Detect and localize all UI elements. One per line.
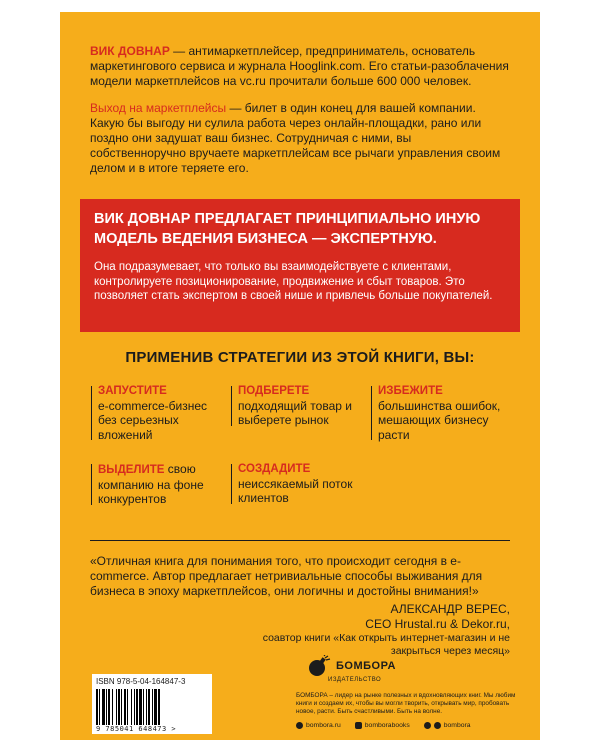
strategy-text: подходящий товар и выберете рынок [238, 398, 352, 427]
strategy-text: свою компанию на фоне конкурентов [98, 462, 204, 506]
marketplace-paragraph [90, 101, 510, 176]
strategy-tag: ЗАПУСТИТЕ [98, 385, 167, 397]
strategy-tag: ИЗБЕЖИТЕ [378, 385, 443, 397]
strategy-text: большинства ошибок, мешающих бизнесу расти [378, 398, 501, 442]
strategy-item [238, 462, 363, 506]
social-vk [355, 722, 410, 729]
strategy-text-inline [98, 462, 223, 507]
highlight-body: Она подразумевает, что только вы взаимодействуете с клиентами, контролируете позиционирование, продвижение и сбыт товаров. Это позволяет стать экспертом в своей нише и привлечь больше покупателей. [94, 261, 493, 302]
social-site-label: bombora.ru [306, 722, 341, 729]
publisher-social [296, 722, 526, 729]
book-back-cover [60, 12, 540, 740]
youtube-icon [434, 722, 441, 729]
barcode-bar [158, 689, 160, 725]
vk-icon [355, 722, 362, 729]
publisher-block [296, 655, 526, 729]
author-bio: — антимаркетплейсер, предприниматель, основатель маркетингового сервиса и журнала Hooglink.com. Его статьи-разоблачения модели маркетплейсов на vc.ru прочитали больше 600 000 человек. [90, 44, 509, 88]
highlight-box [80, 199, 520, 332]
intro-text [90, 44, 510, 188]
strategy-tag: СОЗДАДИТЕ [238, 463, 311, 475]
barcode [92, 674, 212, 734]
review-author-block [210, 602, 510, 658]
review-quote: «Отличная книга для понимания того, что происходит сегодня в e-commerce. Автор предлагает нетривиальные способы выживания для бизнеса в эпоху маркетплейсов, они логичны и достойны внимания!» [90, 554, 483, 598]
strategy-item [378, 384, 508, 442]
review-note: соавтор книги «Как открыть интернет-магазин и не закрыться через месяц» [262, 632, 510, 657]
social-telegram-label: bombora [443, 722, 471, 729]
social-vk-label: bomborabooks [364, 722, 410, 729]
strategy-item [98, 462, 223, 507]
strategy-item [238, 384, 363, 428]
barcode-bars [96, 687, 208, 725]
author-paragraph [90, 44, 510, 89]
highlight-lead: ВИК ДОВНАР ПРЕДЛАГАЕТ ПРИНЦИПИАЛЬНО ИНУЮ МОДЕЛЬ ВЕДЕНИЯ БИЗНЕСА — ЭКСПЕРТНУЮ. [94, 211, 481, 247]
marketplace-title: Выход на маркетплейсы [90, 101, 227, 115]
strategy-item [98, 384, 223, 442]
isbn-number: ISBN 978-5-04-164847-3 [96, 677, 186, 686]
bomb-icon [306, 655, 332, 677]
author-name: ВИК ДОВНАР [90, 44, 170, 58]
strategies-title: ПРИМЕНИВ СТРАТЕГИИ ИЗ ЭТОЙ КНИГИ, ВЫ: [125, 349, 475, 366]
review-author: АЛЕКСАНДР ВЕРЕС, [390, 602, 510, 616]
strategy-tag: ПОДБЕРЕТЕ [238, 385, 310, 397]
publisher-description: БОМБОРА – лидер на рынке полезных и вдохновляющих книг. Мы любим книги и создаем их, чтобы вы могли творить, открывать мир, пробовать новое, расти. Быть счастливыми. Быть на волне. [296, 692, 516, 715]
divider [90, 540, 510, 541]
publisher-subtitle: ИЗДАТЕЛЬСТВО [328, 677, 382, 683]
social-telegram [424, 722, 471, 729]
strategy-tag: ВЫДЕЛИТЕ [98, 464, 165, 476]
barcode-digits: 9 785041 648473 > [96, 725, 177, 733]
marketplace-text: — билет в один конец для вашей компании. Какую бы выгоду ни сулила работа через онлайн-площадки, рано или поздно они задушат ваш бизнес. Сотрудничая с ними, вы собственноручно вручаете маркетплейсам все рычаги управления своим делом и в итоге теряете его. [90, 101, 501, 175]
globe-icon [296, 722, 303, 729]
review-position: CEO Hrustal.ru & Dekor.ru, [365, 617, 510, 631]
strategy-text: неиссякаемый поток клиентов [238, 476, 353, 505]
publisher-name: БОМБОРА [336, 660, 396, 672]
telegram-icon [424, 722, 431, 729]
strategy-text: e-commerce-бизнес без серьезных вложений [98, 398, 208, 442]
social-site [296, 722, 341, 729]
publisher-logo [306, 655, 526, 677]
